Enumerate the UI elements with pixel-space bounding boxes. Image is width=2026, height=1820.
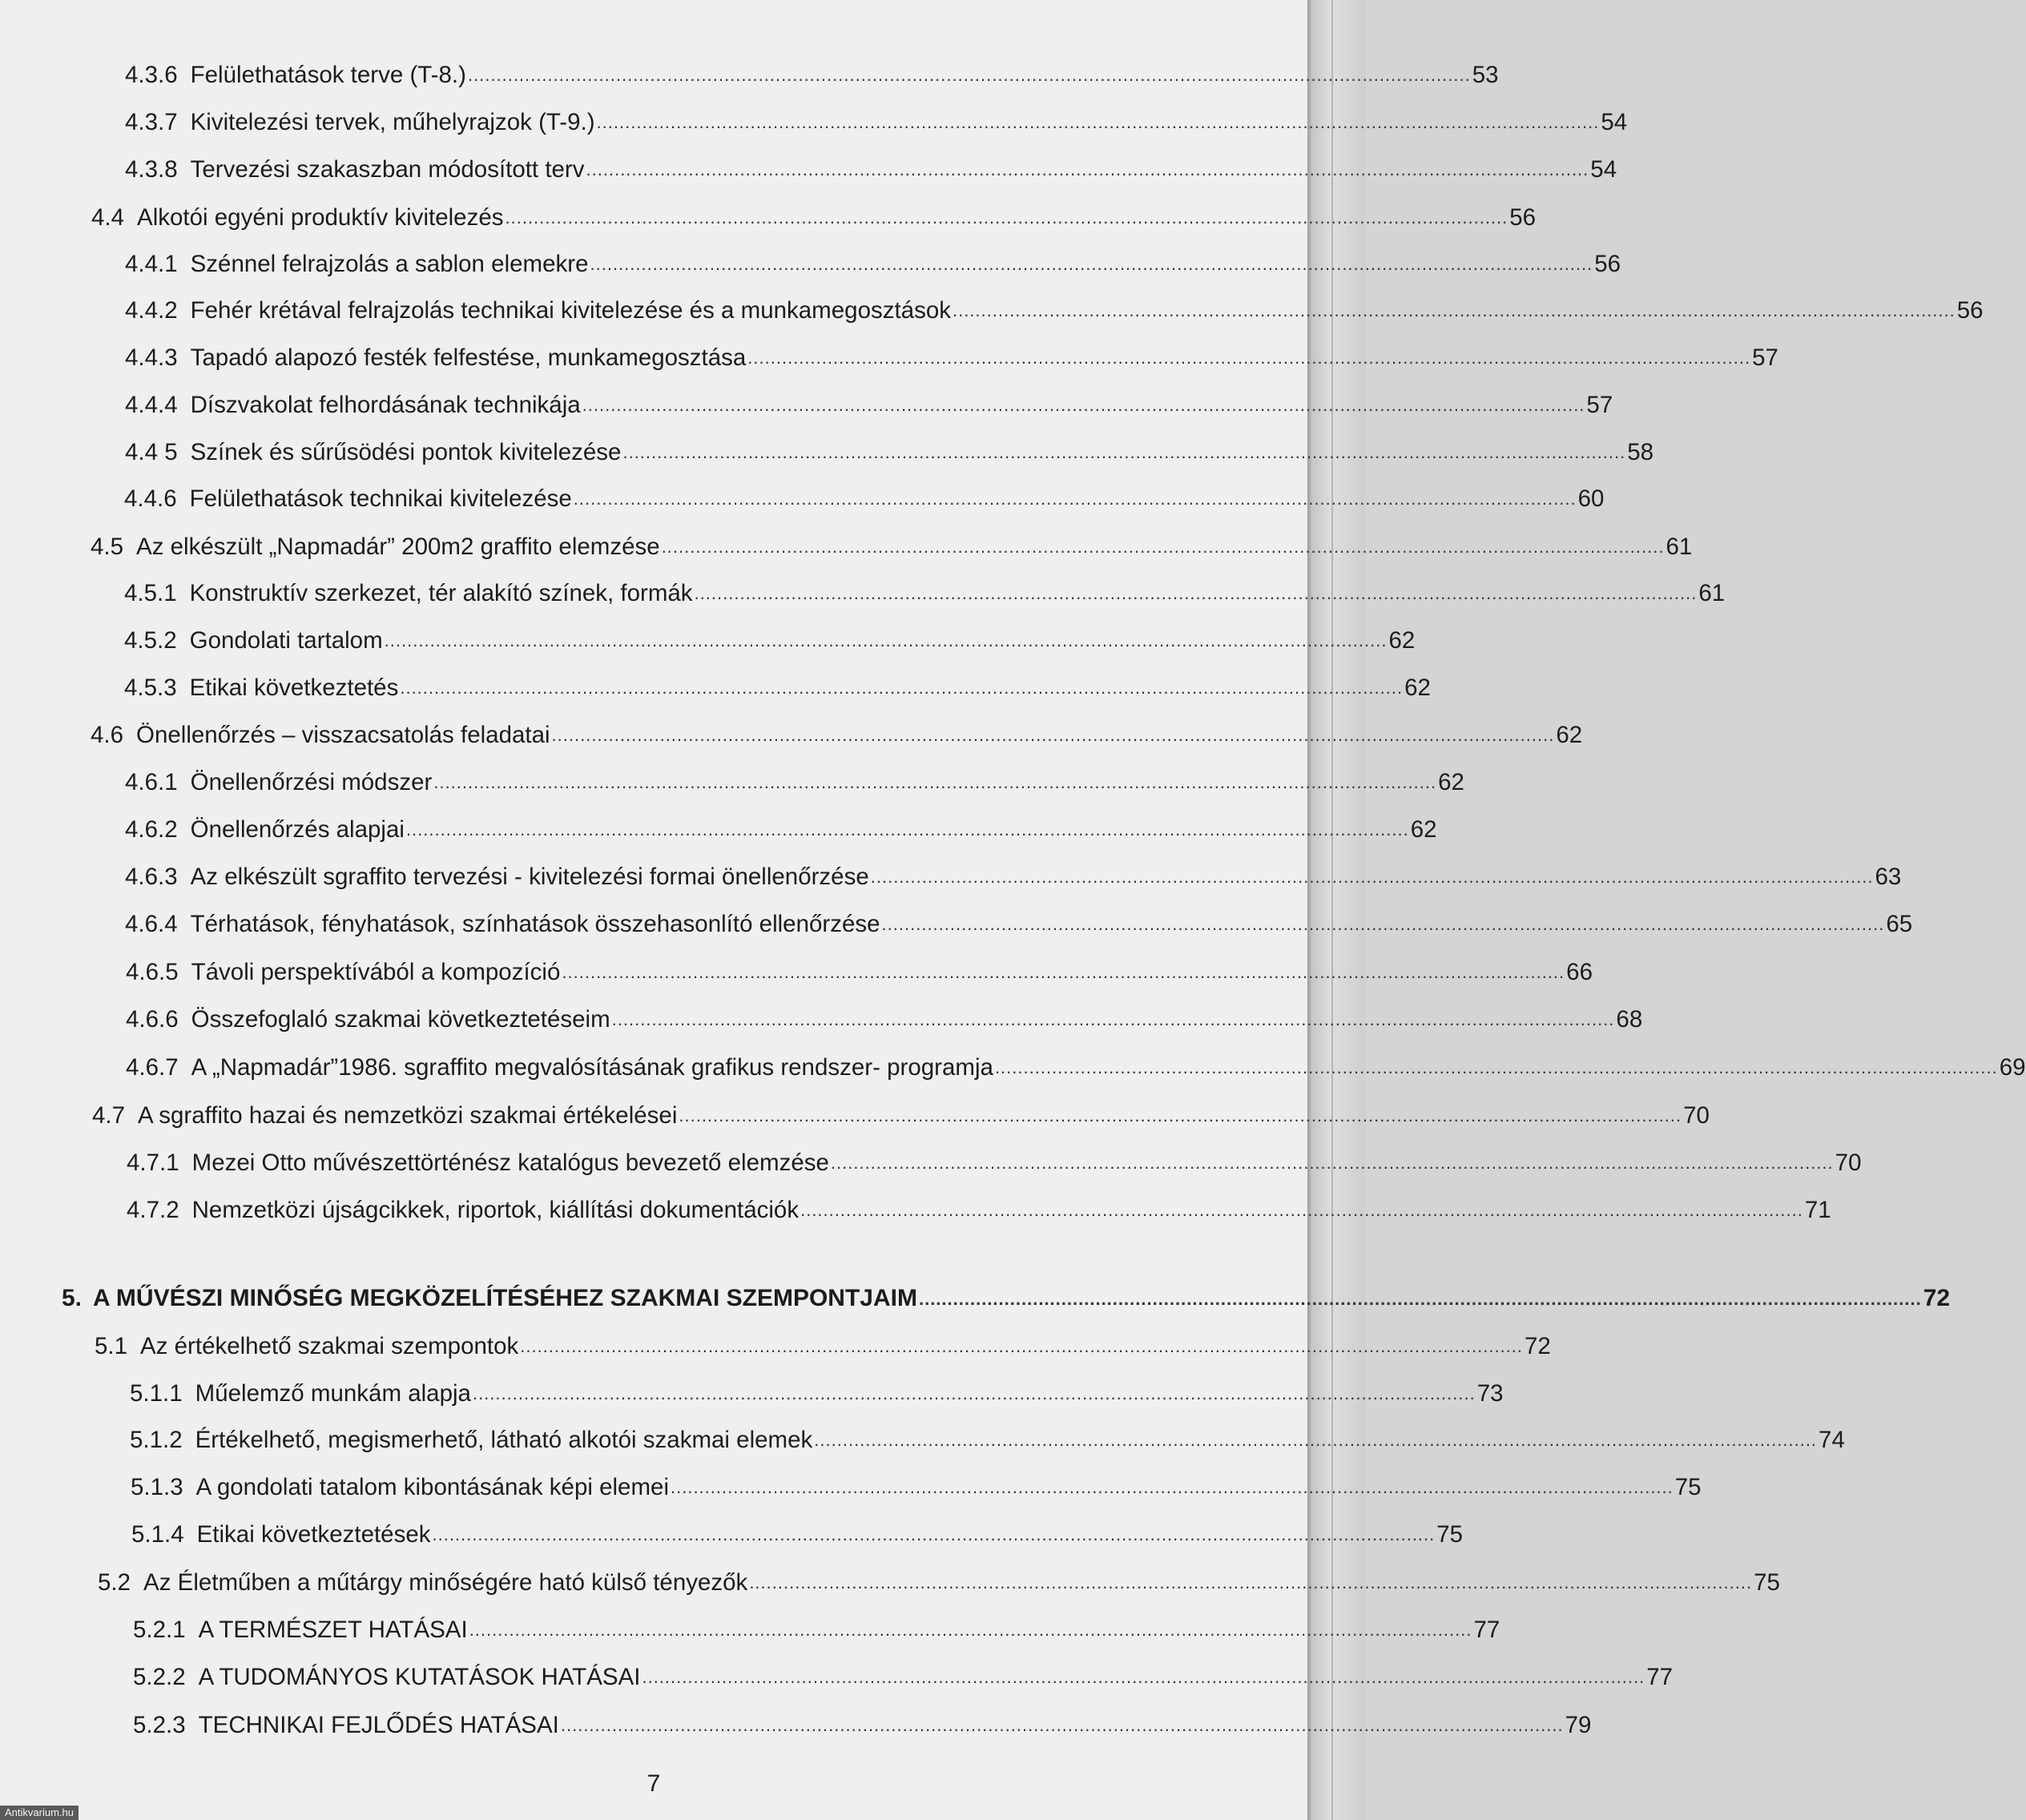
toc-number: 4.7.1 — [127, 1149, 179, 1176]
toc-leader-dots: ................................................................................................................................................................................ — [582, 395, 1585, 415]
toc-title: Tapadó alapozó festék felfestése, munkamegosztása — [190, 344, 747, 371]
toc-title: Az elkészült „Napmadár” 200m2 graffito elemzése — [136, 533, 660, 560]
toc-entry — [91, 192, 1537, 231]
toc-page: 62 — [1404, 674, 1431, 701]
toc-page: 77 — [1646, 1663, 1674, 1690]
toc-entry — [95, 1321, 1551, 1359]
toc-page: 70 — [1683, 1101, 1710, 1129]
toc-entry — [125, 239, 1621, 277]
toc-page: 53 — [1472, 61, 1499, 88]
toc-title: Nemzetközi újságcikkek, riportok, kiállítási dokumentációk — [191, 1196, 800, 1223]
toc-title: Színek és sűrűsödési pontok kivitelezése — [190, 438, 622, 465]
toc-leader-dots: ................................................................................................................................................................................ — [562, 962, 1565, 982]
toc-number: 4.6 — [91, 721, 124, 748]
toc-title: Mezei Otto művészettörténész katalógus bevezető elemzése — [191, 1149, 829, 1176]
toc-number: 4.3.8 — [125, 155, 178, 183]
toc-title: Műelemző munkám alapja — [195, 1379, 471, 1407]
toc-leader-dots: ................................................................................................................................................................................ — [952, 300, 1956, 320]
toc-leader-dots: ................................................................................................................................................................................ — [870, 867, 1874, 887]
toc-title: Etikai következtetés — [189, 674, 399, 701]
toc-page: 56 — [1509, 203, 1537, 231]
toc-entry — [125, 144, 1617, 183]
toc-title: Önellenőrzési módszer — [190, 768, 433, 795]
toc-leader-dots: ................................................................................................................................................................................ — [694, 583, 1698, 603]
toc-page: 75 — [1754, 1568, 1780, 1596]
toc-leader-dots: ................................................................................................................................................................................ — [573, 489, 1577, 509]
toc-entry — [125, 50, 1499, 88]
toc-number: 4.3.6 — [125, 61, 178, 88]
toc-page: 61 — [1698, 579, 1726, 606]
toc-entry — [125, 332, 1778, 371]
toc-page: 71 — [1804, 1196, 1831, 1223]
toc-number: 4.4.4 — [125, 391, 178, 418]
toc-number: 5.2.3 — [133, 1711, 186, 1738]
toc-page: 62 — [1388, 626, 1416, 654]
toc-chapter-entry — [62, 1274, 1951, 1311]
toc-title: Felülethatások technikai kivitelezése — [189, 485, 572, 512]
toc-entry — [125, 899, 1913, 937]
toc-page: 75 — [1436, 1520, 1464, 1548]
toc-page: 73 — [1476, 1379, 1504, 1407]
toc-title: Összefoglaló szakmai következtetéseim — [191, 1005, 610, 1033]
toc-title: Konstruktív szerkezet, tér alakító színek, formák — [189, 579, 693, 606]
toc-title: TECHNIKAI FEJLŐDÉS HATÁSAI — [198, 1711, 559, 1738]
toc-entry — [91, 521, 1693, 560]
toc-number: 4.5 — [91, 533, 124, 560]
toc-leader-dots: ................................................................................................................................................................................ — [679, 1105, 1682, 1125]
toc-title: Önellenőrzés alapjai — [190, 815, 405, 843]
toc-page: 54 — [1601, 108, 1628, 135]
toc-entry — [124, 473, 1605, 512]
toc-number: 4.5.2 — [124, 626, 177, 654]
toc-number: 4.4.2 — [125, 296, 178, 324]
toc-number: 4.6.7 — [126, 1053, 179, 1081]
toc-entry — [126, 1042, 2026, 1081]
watermark: Antikvarium.hu — [0, 1806, 79, 1820]
toc-title: A „Napmadár”1986. sgraffito megvalósításának grafikus rendszer- programja — [191, 1053, 993, 1081]
toc-page: 74 — [1819, 1426, 1845, 1453]
toc-leader-dots: ................................................................................................................................................................................ — [747, 348, 1751, 368]
toc-number: 4.6.6 — [126, 1005, 179, 1033]
toc-entry — [125, 427, 1654, 465]
page-number: 7 — [646, 1770, 661, 1797]
toc-entry — [125, 285, 1984, 324]
toc-leader-dots: ................................................................................................................................................................................ — [590, 254, 1593, 274]
toc-number: 4.6.5 — [126, 958, 179, 985]
toc-leader-dots: ................................................................................................................................................................................ — [405, 819, 1409, 840]
toc-leader-dots: ................................................................................................................................................................................ — [611, 1009, 1615, 1029]
toc-number: 4.6.3 — [125, 863, 178, 890]
toc-leader-dots: ................................................................................................................................................................................ — [661, 537, 1665, 557]
toc-entry — [133, 1652, 1674, 1690]
toc-number: 5.2.2 — [133, 1663, 186, 1690]
toc-entry — [125, 97, 1628, 135]
toc-leader-dots: ................................................................................................................................................................................ — [520, 1336, 1523, 1356]
toc-title: Alkotói egyéni produktív kivitelezés — [137, 203, 504, 231]
toc-leader-dots: ................................................................................................................................................................................ — [622, 442, 1626, 462]
toc-entry — [133, 1700, 1592, 1738]
toc-title: Az értékelhető szakmai szempontok — [140, 1332, 519, 1359]
toc-leader-dots: ................................................................................................................................................................................ — [469, 1620, 1472, 1640]
toc-title: A MŰVÉSZI MINŐSÉG MEGKÖZELÍTÉSÉHEZ SZAKMAI SZEMPONTJAIM — [93, 1285, 917, 1311]
toc-entry — [131, 1462, 1702, 1500]
toc-title: Fehér krétával felrajzolás technikai kivitelezése és a munkamegosztások — [190, 296, 951, 324]
toc-number: 4.4.6 — [124, 485, 177, 512]
toc-entry — [125, 380, 1613, 418]
toc-entry — [131, 1509, 1464, 1548]
toc-title: Értékelhető, megismerhető, látható alkotói szakmai elemek — [195, 1426, 813, 1453]
toc-page: 56 — [1956, 296, 1984, 324]
toc-entry — [126, 947, 1593, 985]
toc-entry — [125, 757, 1464, 795]
toc-leader-dots: ................................................................................................................................................................................ — [800, 1200, 1803, 1220]
toc-leader-dots: ................................................................................................................................................................................ — [551, 725, 1555, 745]
toc-number: 5.1.2 — [130, 1426, 183, 1453]
toc-leader-dots: ................................................................................................................................................................................ — [749, 1572, 1753, 1592]
toc-leader-dots: ................................................................................................................................................................................ — [586, 159, 1589, 179]
toc-number: 5.1.3 — [131, 1473, 183, 1500]
toc-title: Felülethatások terve (T-8.) — [190, 61, 466, 88]
toc-leader-dots: ................................................................................................................................................................................ — [505, 207, 1508, 228]
toc-number: 4.4 5 — [125, 438, 178, 465]
toc-entry — [91, 710, 1583, 748]
toc-page: 72 — [1923, 1285, 1951, 1311]
toc-number: 5. — [62, 1285, 83, 1311]
toc-title: A sgraffito hazai és nemzetközi szakmai értékelései — [138, 1101, 678, 1129]
toc-number: 4.6.2 — [125, 815, 178, 843]
toc-number: 5.2 — [98, 1568, 131, 1596]
toc-page: 72 — [1525, 1332, 1551, 1359]
toc-title: Szénnel felrajzolás a sablon elemekre — [190, 250, 589, 277]
toc-number: 4.5.3 — [124, 674, 177, 701]
toc-page: 62 — [1438, 768, 1464, 795]
toc-leader-dots: ................................................................................................................................................................................ — [432, 1524, 1436, 1544]
toc-entry — [127, 1138, 1862, 1176]
toc-title: Térhatások, fényhatások, színhatások összehasonlító ellenőrzése — [190, 910, 880, 937]
toc-leader-dots: ................................................................................................................................................................................ — [994, 1057, 1998, 1077]
toc-page: 61 — [1666, 533, 1693, 560]
toc-page: 56 — [1594, 250, 1621, 277]
toc-page: 69 — [1999, 1053, 2026, 1081]
toc-number: 4.7.2 — [127, 1196, 179, 1223]
toc-title: Etikai következtetések — [196, 1520, 431, 1548]
toc-page: 79 — [1565, 1711, 1592, 1738]
toc-entry — [127, 1185, 1831, 1223]
toc-page: 54 — [1590, 155, 1617, 183]
toc-title: A TUDOMÁNYOS KUTATÁSOK HATÁSAI — [198, 1663, 641, 1690]
toc-number: 5.1.4 — [131, 1520, 184, 1548]
toc-title: Az elkészült sgraffito tervezési - kivitelezési formai önellenőrzése — [190, 863, 869, 890]
toc-leader-dots: ................................................................................................................................................................................ — [830, 1153, 1834, 1173]
toc-page: 57 — [1752, 344, 1778, 371]
toc-entry — [125, 852, 1902, 890]
toc-leader-dots: ................................................................................................................................................................................ — [384, 630, 1388, 650]
toc-number: 4.5.1 — [124, 579, 177, 606]
toc-entry — [126, 994, 1643, 1033]
toc-leader-dots: ................................................................................................................................................................................ — [472, 1383, 1476, 1403]
toc-number: 5.2.1 — [133, 1616, 186, 1643]
toc-entry — [124, 615, 1416, 654]
toc-title: Az Életműben a műtárgy minőségére ható külső tényezők — [143, 1568, 748, 1596]
toc-title: A TERMÉSZET HATÁSAI — [198, 1616, 468, 1643]
toc-title: Önellenőrzés – visszacsatolás feladatai — [136, 721, 550, 748]
toc-number: 4.6.4 — [125, 910, 178, 937]
toc-entry — [133, 1605, 1500, 1643]
toc-title: Díszvakolat felhordásának technikája — [190, 391, 581, 418]
toc-leader-dots: ................................................................................................................................................................................ — [814, 1430, 1818, 1450]
toc-entry — [124, 662, 1431, 701]
toc-leader-dots: ................................................................................................................................................................................ — [918, 1289, 1922, 1309]
toc-leader-dots: ................................................................................................................................................................................ — [642, 1667, 1645, 1687]
toc-number: 5.1.1 — [130, 1379, 183, 1407]
toc-title: Gondolati tartalom — [189, 626, 383, 654]
toc-page: 60 — [1577, 485, 1605, 512]
toc-leader-dots: ................................................................................................................................................................................ — [596, 112, 1600, 132]
toc-number: 4.7 — [92, 1101, 126, 1129]
toc-entry — [130, 1415, 1845, 1453]
toc-number: 4.3.7 — [125, 108, 178, 135]
toc-title: Kivitelezési tervek, műhelyrajzok (T-9.) — [190, 108, 595, 135]
toc-page: 70 — [1835, 1149, 1862, 1176]
toc-page: 57 — [1586, 391, 1613, 418]
toc-number: 4.4.1 — [125, 250, 178, 277]
toc-title: Távoli perspektívából a kompozíció — [191, 958, 561, 985]
toc-leader-dots: ................................................................................................................................................................................ — [671, 1477, 1674, 1497]
toc-number: 5.1 — [95, 1332, 128, 1359]
toc-page: 75 — [1674, 1473, 1702, 1500]
toc-title: Tervezési szakaszban módosított terv — [190, 155, 585, 183]
toc-page: 58 — [1627, 438, 1654, 465]
toc-entry — [125, 804, 1437, 843]
toc-page: 68 — [1616, 1005, 1643, 1033]
toc-entry — [130, 1368, 1504, 1407]
toc-number: 4.4 — [91, 203, 125, 231]
toc-entry — [124, 568, 1726, 606]
toc-leader-dots: ................................................................................................................................................................................ — [400, 678, 1404, 698]
toc-number: 4.6.1 — [125, 768, 178, 795]
toc-title: A gondolati tatalom kibontásának képi elemei — [195, 1473, 669, 1500]
toc-leader-dots: ................................................................................................................................................................................ — [467, 65, 1471, 85]
toc-number: 4.4.3 — [125, 344, 178, 371]
toc-page: 77 — [1473, 1616, 1500, 1643]
toc-leader-dots: ................................................................................................................................................................................ — [433, 772, 1437, 792]
toc-page: 63 — [1875, 863, 1902, 890]
toc-page: 66 — [1566, 958, 1593, 985]
toc-entry — [92, 1090, 1710, 1129]
toc-page: 62 — [1556, 721, 1583, 748]
toc-page: 65 — [1886, 910, 1913, 937]
toc-leader-dots: ................................................................................................................................................................................ — [881, 914, 1885, 934]
toc-leader-dots: ................................................................................................................................................................................ — [560, 1715, 1564, 1735]
toc-page: 62 — [1410, 815, 1437, 843]
toc-entry — [98, 1557, 1780, 1596]
